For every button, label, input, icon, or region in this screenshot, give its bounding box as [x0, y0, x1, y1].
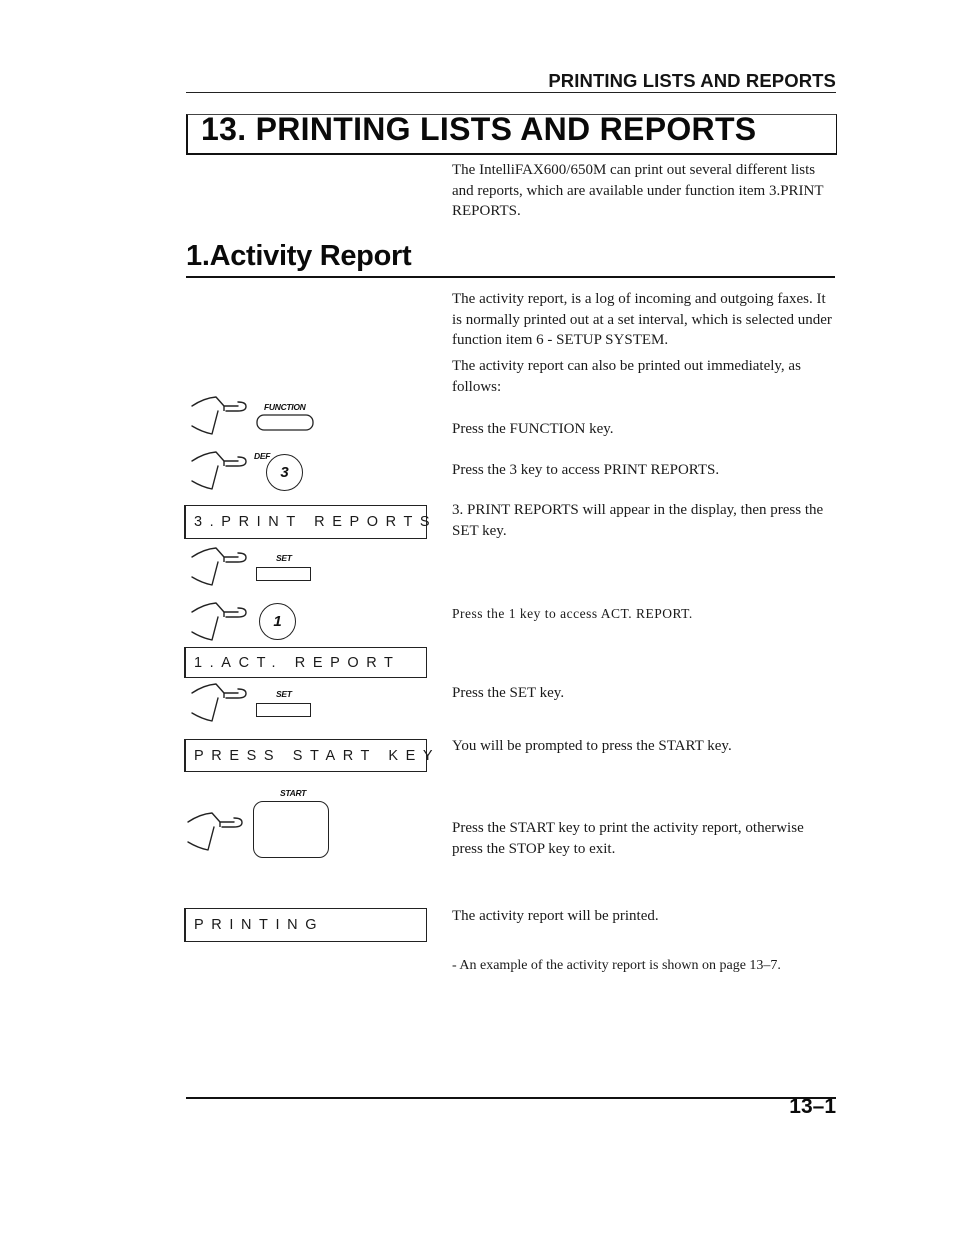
section-title: 1.Activity Report: [186, 240, 412, 272]
section-rule: [186, 276, 835, 278]
pointing-hand-icon: [190, 394, 250, 436]
step-7-text: Press the START key to print the activity report, otherwise press the STOP key to exit.: [452, 820, 804, 857]
key-3-label: 3: [280, 464, 289, 481]
start-key-label: START: [280, 788, 307, 798]
pointing-hand-icon: [186, 810, 246, 852]
pointing-hand-icon: [190, 600, 250, 642]
round-key-icon[interactable]: [266, 454, 303, 491]
step-2-text: Press the 3 key to access PRINT REPORTS.: [452, 462, 720, 478]
section-paragraph-2: The activity report can also be printed out immediately, as follows:: [452, 358, 801, 395]
example-note: - An example of the activity report is shown on page 13–7.: [452, 958, 781, 973]
round-key-icon[interactable]: [259, 603, 296, 640]
set-key-icon[interactable]: [256, 567, 311, 581]
step-5-text: Press the SET key.: [452, 685, 565, 701]
step-4-text: Press the 1 key to access ACT. REPORT.: [452, 606, 693, 621]
section-paragraph-1: The activity report, is a log of incoming and outgoing faxes. It is normally printed out at a set interval, which is selected under function item 6 - SETUP SYSTEM.: [452, 291, 832, 348]
step-3-text: 3. PRINT REPORTS will appear in the display, then press the SET key.: [452, 502, 824, 539]
pointing-hand-icon: [190, 681, 250, 723]
function-key-label: FUNCTION: [264, 402, 306, 412]
set-key-icon[interactable]: [256, 703, 311, 717]
step-6-text: You will be prompted to press the START key.: [452, 738, 732, 754]
running-header: PRINTING LISTS AND REPORTS: [548, 70, 836, 91]
display-print-reports: 3.PRINT REPORTS: [184, 505, 427, 539]
pointing-hand-icon: [190, 449, 250, 491]
set-key-label: SET: [276, 689, 292, 699]
header-rule: [186, 92, 836, 93]
set-key-label: SET: [276, 553, 292, 563]
chapter-title: 13. PRINTING LISTS AND REPORTS: [201, 111, 757, 147]
chapter-intro: The IntelliFAX600/650M can print out several different lists and reports, which are available under function item 3.PRINT REPORTS.: [452, 162, 824, 219]
pointing-hand-icon: [190, 545, 250, 587]
footer-rule: [186, 1097, 836, 1099]
display-press-start: PRESS START KEY: [184, 739, 427, 772]
function-key-icon[interactable]: [256, 414, 316, 434]
step-8-text: The activity report will be printed.: [452, 908, 659, 924]
display-act-report: 1.ACT. REPORT: [184, 647, 427, 678]
def-key-label: DEF: [254, 451, 271, 461]
step-1-text: Press the FUNCTION key.: [452, 421, 614, 437]
page-number: 13–1: [789, 1095, 836, 1118]
display-printing: PRINTING: [184, 908, 427, 942]
key-1-label: 1: [273, 613, 282, 630]
start-key-icon[interactable]: [253, 801, 329, 858]
